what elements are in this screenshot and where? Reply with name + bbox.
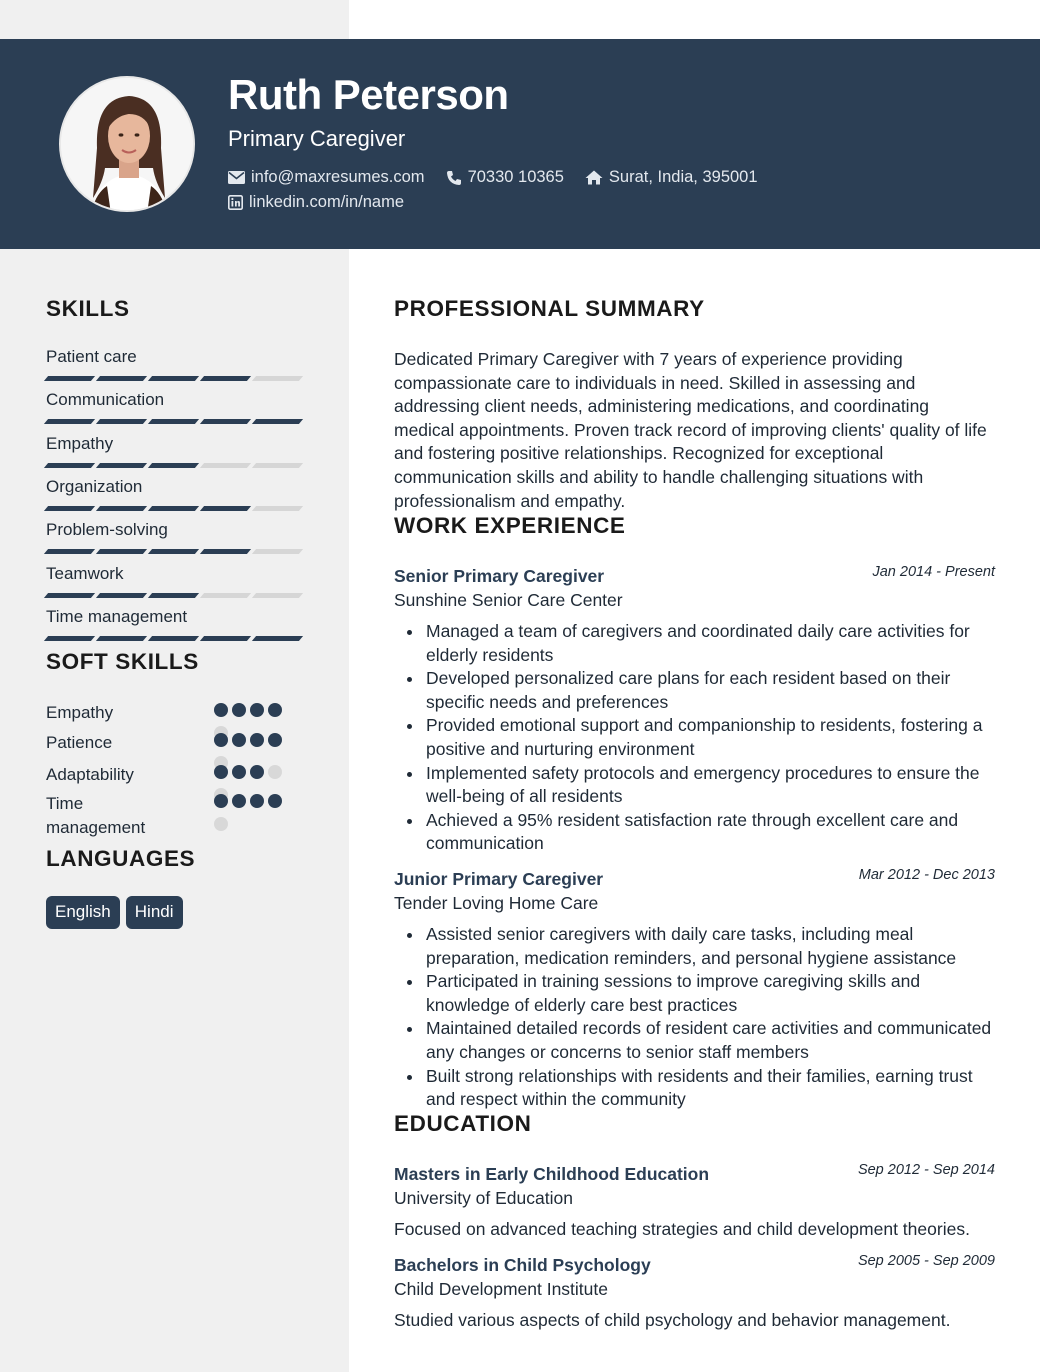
skill-level-segment bbox=[44, 636, 95, 641]
soft-skill-rating bbox=[214, 733, 282, 747]
soft-skills-heading: SOFT SKILLS bbox=[46, 649, 199, 674]
avatar bbox=[59, 76, 195, 212]
contact-phone[interactable] bbox=[446, 168, 564, 187]
skill-level-segment bbox=[44, 463, 95, 468]
degree-title: Bachelors in Child Psychology bbox=[394, 1255, 651, 1275]
rating-dot bbox=[250, 794, 264, 808]
skill-label: Teamwork bbox=[46, 563, 124, 583]
skill-level-segment bbox=[148, 593, 199, 598]
skill-level-segment bbox=[200, 419, 251, 424]
skill-level-segment bbox=[148, 549, 199, 554]
rating-dot bbox=[268, 794, 282, 808]
skill-level-segment bbox=[200, 549, 251, 554]
candidate-name: Ruth Peterson bbox=[228, 71, 509, 118]
skill-level-segment bbox=[252, 419, 303, 424]
soft-skill-item bbox=[46, 731, 306, 755]
bullet-item: Assisted senior caregivers with daily care tasks, including meal preparation, medication reminders, and personal hygiene assistance bbox=[394, 923, 995, 970]
rating-dot bbox=[250, 765, 264, 779]
resume-header bbox=[0, 39, 1040, 249]
skill-level-segment bbox=[96, 636, 147, 641]
school-name: Child Development Institute bbox=[394, 1279, 608, 1299]
skill-label: Time management bbox=[46, 606, 188, 626]
soft-skill-rating bbox=[214, 794, 282, 808]
skill-level-bar bbox=[46, 419, 302, 424]
skill-level-segment bbox=[252, 636, 303, 641]
skill-level-segment bbox=[96, 506, 147, 511]
rating-dot bbox=[214, 817, 228, 831]
contact-email[interactable] bbox=[228, 168, 425, 187]
soft-skill-label: Adaptability bbox=[46, 765, 134, 784]
skill-level-segment bbox=[148, 506, 199, 511]
skill-level-segment bbox=[200, 463, 251, 468]
soft-skill-rating-overflow bbox=[214, 817, 228, 831]
languages-list bbox=[46, 896, 183, 929]
skill-level-segment bbox=[252, 593, 303, 598]
rating-dot bbox=[268, 703, 282, 717]
envelope-icon bbox=[228, 171, 245, 184]
skill-level-segment bbox=[200, 593, 251, 598]
skill-label: Patient care bbox=[46, 347, 137, 366]
skill-level-segment bbox=[200, 376, 251, 381]
skill-level-segment bbox=[252, 376, 303, 381]
skill-level-segment bbox=[252, 506, 303, 511]
rating-dot bbox=[232, 765, 246, 779]
soft-skill-item bbox=[46, 701, 306, 725]
skill-level-segment bbox=[96, 376, 147, 381]
experience-heading: WORK EXPERIENCE bbox=[394, 513, 626, 538]
job-dates: Jan 2014 - Present bbox=[872, 564, 995, 580]
language-badge: Hindi bbox=[126, 896, 183, 929]
phone-text: 70330 10365 bbox=[467, 168, 564, 186]
bullet-item: Achieved a 95% resident satisfaction rate through excellent care and communication bbox=[394, 809, 995, 856]
rating-dot bbox=[232, 794, 246, 808]
rating-dot bbox=[214, 703, 228, 717]
skills-heading: SKILLS bbox=[46, 296, 130, 321]
bullet-item: Implemented safety protocols and emergency procedures to ensure the well-being of all residents bbox=[394, 762, 995, 809]
contact-linkedin[interactable] bbox=[228, 193, 404, 212]
skill-level-bar bbox=[46, 376, 302, 381]
rating-dot bbox=[232, 733, 246, 747]
skill-label: Problem-solving bbox=[46, 520, 168, 540]
skill-item bbox=[46, 390, 302, 424]
skill-level-bar bbox=[46, 636, 302, 641]
contact-row bbox=[228, 168, 779, 187]
soft-skill-label: Patience bbox=[46, 733, 113, 752]
skill-level-segment bbox=[96, 549, 147, 554]
candidate-title: Primary Caregiver bbox=[228, 126, 406, 151]
skill-item bbox=[46, 520, 302, 554]
experience-item bbox=[394, 869, 995, 1112]
skill-label: Organization bbox=[46, 476, 143, 496]
language-badge: English bbox=[46, 896, 120, 929]
summary-text: Dedicated Primary Caregiver with 7 years of experience providing compassionate care to individuals in need. Skilled in assessing and addressing client needs, administering medications, and coordinating medical appointments. Proven track record of improving clients' quality of life and fostering positive relationships. Recognized for exceptional communication skills and ability to handle challenging situations with professionalism and empathy. bbox=[394, 349, 987, 511]
degree-description: Focused on advanced teaching strategies and child development theories. bbox=[394, 1219, 970, 1239]
degree-dates: Sep 2012 - Sep 2014 bbox=[857, 1162, 995, 1178]
rating-dot bbox=[250, 733, 264, 747]
skill-level-segment bbox=[252, 463, 303, 468]
skill-level-segment bbox=[148, 419, 199, 424]
bullet-item: Built strong relationships with residents and their families, earning trust and respect within the community bbox=[394, 1065, 995, 1112]
education-item bbox=[394, 1164, 995, 1240]
skill-label: Communication bbox=[46, 390, 165, 410]
skill-level-segment bbox=[96, 463, 147, 468]
job-bullets bbox=[394, 923, 995, 1112]
skill-level-bar bbox=[46, 463, 302, 468]
rating-dot bbox=[214, 765, 228, 779]
rating-dot bbox=[232, 703, 246, 717]
job-company: Sunshine Senior Care Center bbox=[394, 590, 623, 610]
languages-heading: LANGUAGES bbox=[46, 846, 196, 871]
skill-item bbox=[46, 347, 302, 381]
skill-level-segment bbox=[44, 593, 95, 598]
skill-level-segment bbox=[44, 419, 95, 424]
skill-level-segment bbox=[148, 376, 199, 381]
email-text: info@maxresumes.com bbox=[251, 168, 425, 186]
job-company: Tender Loving Home Care bbox=[394, 893, 599, 913]
bullet-item: Developed personalized care plans for each resident based on their specific needs and preferences bbox=[394, 667, 995, 714]
skill-level-segment bbox=[200, 506, 251, 511]
skill-item bbox=[46, 607, 302, 641]
education-heading: EDUCATION bbox=[394, 1111, 532, 1136]
skill-level-bar bbox=[46, 506, 302, 511]
skill-item bbox=[46, 477, 302, 511]
skill-level-segment bbox=[148, 463, 199, 468]
skill-level-segment bbox=[96, 593, 147, 598]
skill-level-segment bbox=[44, 376, 95, 381]
rating-dot bbox=[268, 733, 282, 747]
soft-skill-rating bbox=[214, 703, 282, 717]
degree-description: Studied various aspects of child psychology and behavior management. bbox=[394, 1310, 951, 1330]
education-item bbox=[394, 1255, 995, 1331]
bullet-item: Managed a team of caregivers and coordinated daily care activities for elderly residents bbox=[394, 620, 995, 667]
skill-level-bar bbox=[46, 549, 302, 554]
soft-skill-item bbox=[46, 763, 306, 787]
skill-level-segment bbox=[252, 549, 303, 554]
phone-icon bbox=[446, 170, 462, 186]
job-bullets bbox=[394, 620, 995, 856]
job-title: Senior Primary Caregiver bbox=[394, 566, 605, 586]
skill-item bbox=[46, 564, 302, 598]
rating-dot bbox=[268, 765, 282, 779]
bullet-item: Participated in training sessions to improve caregiving skills and knowledge of elderly care best practices bbox=[394, 970, 995, 1017]
address-text: Surat, India, 395001 bbox=[608, 168, 758, 186]
bullet-item: Provided emotional support and companionship to residents, fostering a positive and nurturing environment bbox=[394, 714, 995, 761]
rating-dot bbox=[214, 733, 228, 747]
skill-level-segment bbox=[200, 636, 251, 641]
school-name: University of Education bbox=[394, 1188, 573, 1208]
rating-dot bbox=[250, 703, 264, 717]
skill-level-bar bbox=[46, 593, 302, 598]
soft-skill-label: Empathy bbox=[46, 703, 114, 722]
degree-dates: Sep 2005 - Sep 2009 bbox=[857, 1253, 995, 1269]
home-icon bbox=[585, 170, 603, 185]
job-title: Junior Primary Caregiver bbox=[394, 869, 604, 889]
soft-skill-rating bbox=[214, 765, 282, 779]
skill-level-segment bbox=[96, 419, 147, 424]
experience-item bbox=[394, 566, 995, 856]
skill-level-segment bbox=[148, 636, 199, 641]
linkedin-icon bbox=[228, 195, 243, 210]
soft-skill-item bbox=[46, 792, 306, 840]
rating-dot bbox=[214, 794, 228, 808]
job-dates: Mar 2012 - Dec 2013 bbox=[858, 867, 995, 883]
soft-skill-label: Time management bbox=[46, 794, 146, 837]
degree-title: Masters in Early Childhood Education bbox=[394, 1164, 710, 1184]
contact-address bbox=[585, 168, 758, 187]
linkedin-text: linkedin.com/in/name bbox=[249, 193, 404, 211]
skill-level-segment bbox=[44, 549, 95, 554]
contact-row-2 bbox=[228, 193, 425, 212]
skill-level-segment bbox=[44, 506, 95, 511]
bullet-item: Maintained detailed records of resident care activities and communicated any changes or concerns to senior staff members bbox=[394, 1017, 995, 1064]
summary-heading: PROFESSIONAL SUMMARY bbox=[394, 296, 705, 321]
skill-label: Empathy bbox=[46, 433, 114, 453]
skill-item bbox=[46, 434, 302, 468]
